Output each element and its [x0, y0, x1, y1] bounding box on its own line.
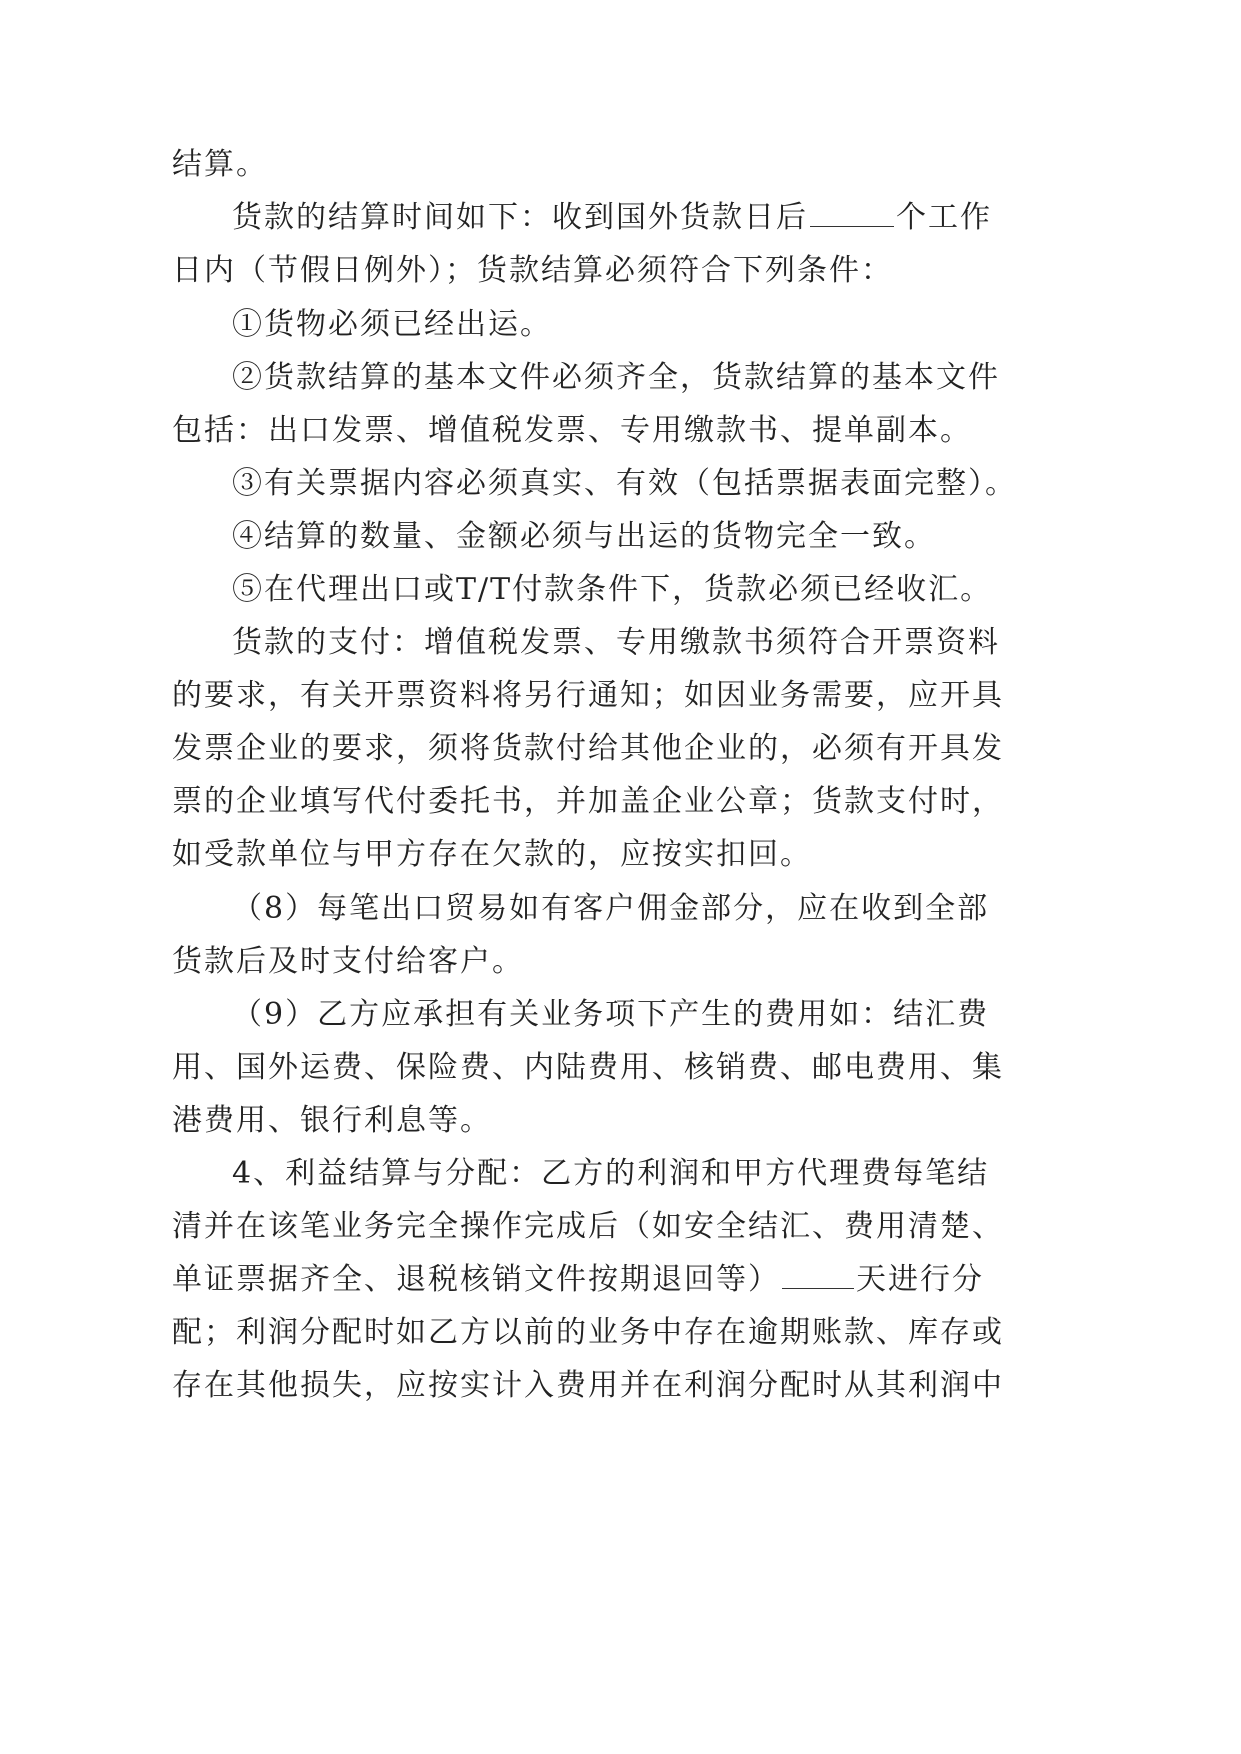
text-line: 清并在该笔业务完全操作完成后（如安全结汇、费用清楚、 [172, 1209, 1004, 1244]
text-line: 发票企业的要求，须将货款付给其他企业的，必须有开具发 [172, 731, 1004, 766]
text-line: 港费用、银行利息等。 [172, 1103, 492, 1138]
text-line: 的要求，有关开票资料将另行通知；如因业务需要，应开具 [172, 678, 1004, 713]
text-line: ②货款结算的基本文件必须齐全，货款结算的基本文件 [232, 360, 1000, 395]
text-line: ④结算的数量、金额必须与出运的货物完全一致。 [232, 519, 936, 554]
text-line: 货款的支付：增值税发票、专用缴款书须符合开票资料 [232, 625, 1000, 660]
text-line: 货款后及时支付给客户。 [172, 944, 524, 979]
fill-in-blank[interactable] [782, 1261, 854, 1289]
text-line: 用、国外运费、保险费、内陆费用、核销费、邮电费用、集 [172, 1050, 1004, 1085]
text-line: 配；利润分配时如乙方以前的业务中存在逾期账款、库存或 [172, 1315, 1004, 1350]
text-segment: 货款的结算时间如下：收到国外货款日后 [232, 200, 808, 235]
text-segment: 天进行分 [856, 1262, 984, 1297]
text-line-with-blank [172, 1260, 984, 1300]
text-line: （8）每笔出口贸易如有客户佣金部分，应在收到全部 [232, 891, 990, 926]
text-line: （9）乙方应承担有关业务项下产生的费用如：结汇费 [232, 997, 990, 1032]
fill-in-blank[interactable] [810, 199, 894, 227]
text-line: 如受款单位与甲方存在欠款的，应按实扣回。 [172, 837, 812, 872]
text-line: ①货物必须已经出运。 [232, 307, 552, 342]
text-line: 4、利益结算与分配：乙方的利润和甲方代理费每笔结 [232, 1156, 990, 1191]
text-line: 票的企业填写代付委托书，并加盖企业公章；货款支付时， [172, 784, 1004, 819]
text-line: 结算。 [172, 147, 268, 182]
text-line: 存在其他损失，应按实计入费用并在利润分配时从其利润中 [172, 1368, 1004, 1403]
text-line: 日内（节假日例外）；货款结算必须符合下列条件： [172, 253, 893, 288]
text-line: ③有关票据内容必须真实、有效（包括票据表面完整）。 [232, 466, 1017, 501]
text-segment: 个工作 [896, 200, 992, 235]
text-line: 包括：出口发票、增值税发票、专用缴款书、提单副本。 [172, 413, 972, 448]
text-segment: 单证票据齐全、退税核销文件按期退回等） [172, 1262, 780, 1297]
text-line: ⑤在代理出口或T/T付款条件下，货款必须已经收汇。 [232, 572, 993, 607]
text-line-with-blank [232, 198, 992, 238]
